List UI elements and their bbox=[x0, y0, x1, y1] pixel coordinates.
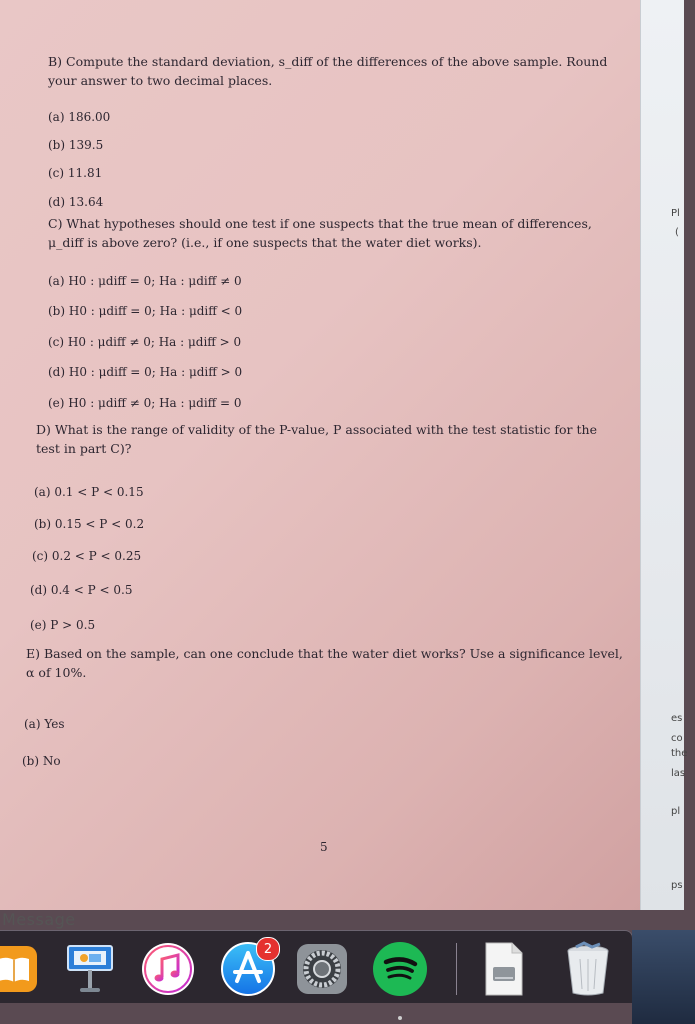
background-window-strip bbox=[640, 0, 688, 910]
question-d-option-a: (a) 0.1 < P < 0.15 bbox=[34, 485, 144, 499]
question-e-option-b: (b) No bbox=[22, 754, 61, 768]
page-number: 5 bbox=[320, 840, 328, 854]
music-icon[interactable] bbox=[140, 941, 196, 997]
question-d-option-d: (d) 0.4 < P < 0.5 bbox=[30, 583, 133, 597]
strip-fragment: Pl bbox=[671, 208, 680, 219]
disk-image-icon[interactable] bbox=[476, 941, 532, 997]
question-d-text: D) What is the range of validity of the P-value, P associated with the test statistic for the test in part C)? bbox=[36, 422, 597, 457]
question-b-option-d: (d) 13.64 bbox=[48, 195, 104, 209]
keynote-icon[interactable] bbox=[62, 941, 118, 997]
app-store-badge: 2 bbox=[256, 937, 280, 961]
question-e-option-a: (a) Yes bbox=[24, 717, 65, 731]
strip-fragment: pl bbox=[671, 806, 681, 817]
dock-separator bbox=[456, 943, 457, 995]
question-b-option-a: (a) 186.00 bbox=[48, 110, 111, 124]
question-b-option-c: (c) 11.81 bbox=[48, 166, 103, 180]
question-c-option-b: (b) H0 : μdiff = 0; Ha : μdiff < 0 bbox=[48, 304, 243, 318]
question-d-option-b: (b) 0.15 < P < 0.2 bbox=[34, 517, 145, 531]
strip-fragment: las bbox=[671, 768, 686, 779]
question-c-text: C) What hypotheses should one test if one suspects that the true mean of differences, μ_diff is above zero? (i.e., if one suspects that the water diet works). bbox=[48, 216, 592, 251]
question-c-option-d: (d) H0 : μdiff = 0; Ha : μdiff > 0 bbox=[48, 365, 243, 379]
books-icon[interactable] bbox=[0, 941, 42, 997]
strip-fragment: co bbox=[671, 733, 683, 744]
strip-fragment: ( bbox=[675, 227, 679, 238]
gear-icon[interactable] bbox=[294, 941, 350, 997]
desktop-wallpaper bbox=[632, 930, 695, 1024]
question-e-text: E) Based on the sample, can one conclude that the water diet works? Use a significance level, α of 10%. bbox=[26, 646, 623, 681]
question-c-option-c: (c) H0 : μdiff ≠ 0; Ha : μdiff > 0 bbox=[48, 335, 242, 349]
strip-fragment: es bbox=[671, 713, 683, 724]
strip-fragment: ps bbox=[671, 880, 683, 891]
question-d-option-e: (e) P > 0.5 bbox=[30, 618, 96, 632]
question-b-text: B) Compute the standard deviation, s_diff of the differences of the above sample. Round your answer to two decimal places. bbox=[48, 54, 608, 89]
question-d-option-c: (c) 0.2 < P < 0.25 bbox=[32, 549, 142, 563]
question-c-option-a: (a) H0 : μdiff = 0; Ha : μdiff ≠ 0 bbox=[48, 274, 242, 288]
dock bbox=[0, 930, 633, 1003]
question-c-option-e: (e) H0 : μdiff ≠ 0; Ha : μdiff = 0 bbox=[48, 396, 242, 410]
strip-fragment: the bbox=[671, 748, 688, 759]
question-b-option-b: (b) 139.5 bbox=[48, 138, 104, 152]
spotify-icon[interactable] bbox=[372, 941, 428, 997]
message-label: Message bbox=[2, 910, 76, 929]
app-store-icon[interactable] bbox=[220, 941, 276, 997]
running-indicator bbox=[398, 1016, 402, 1020]
trash-icon[interactable] bbox=[560, 941, 616, 997]
